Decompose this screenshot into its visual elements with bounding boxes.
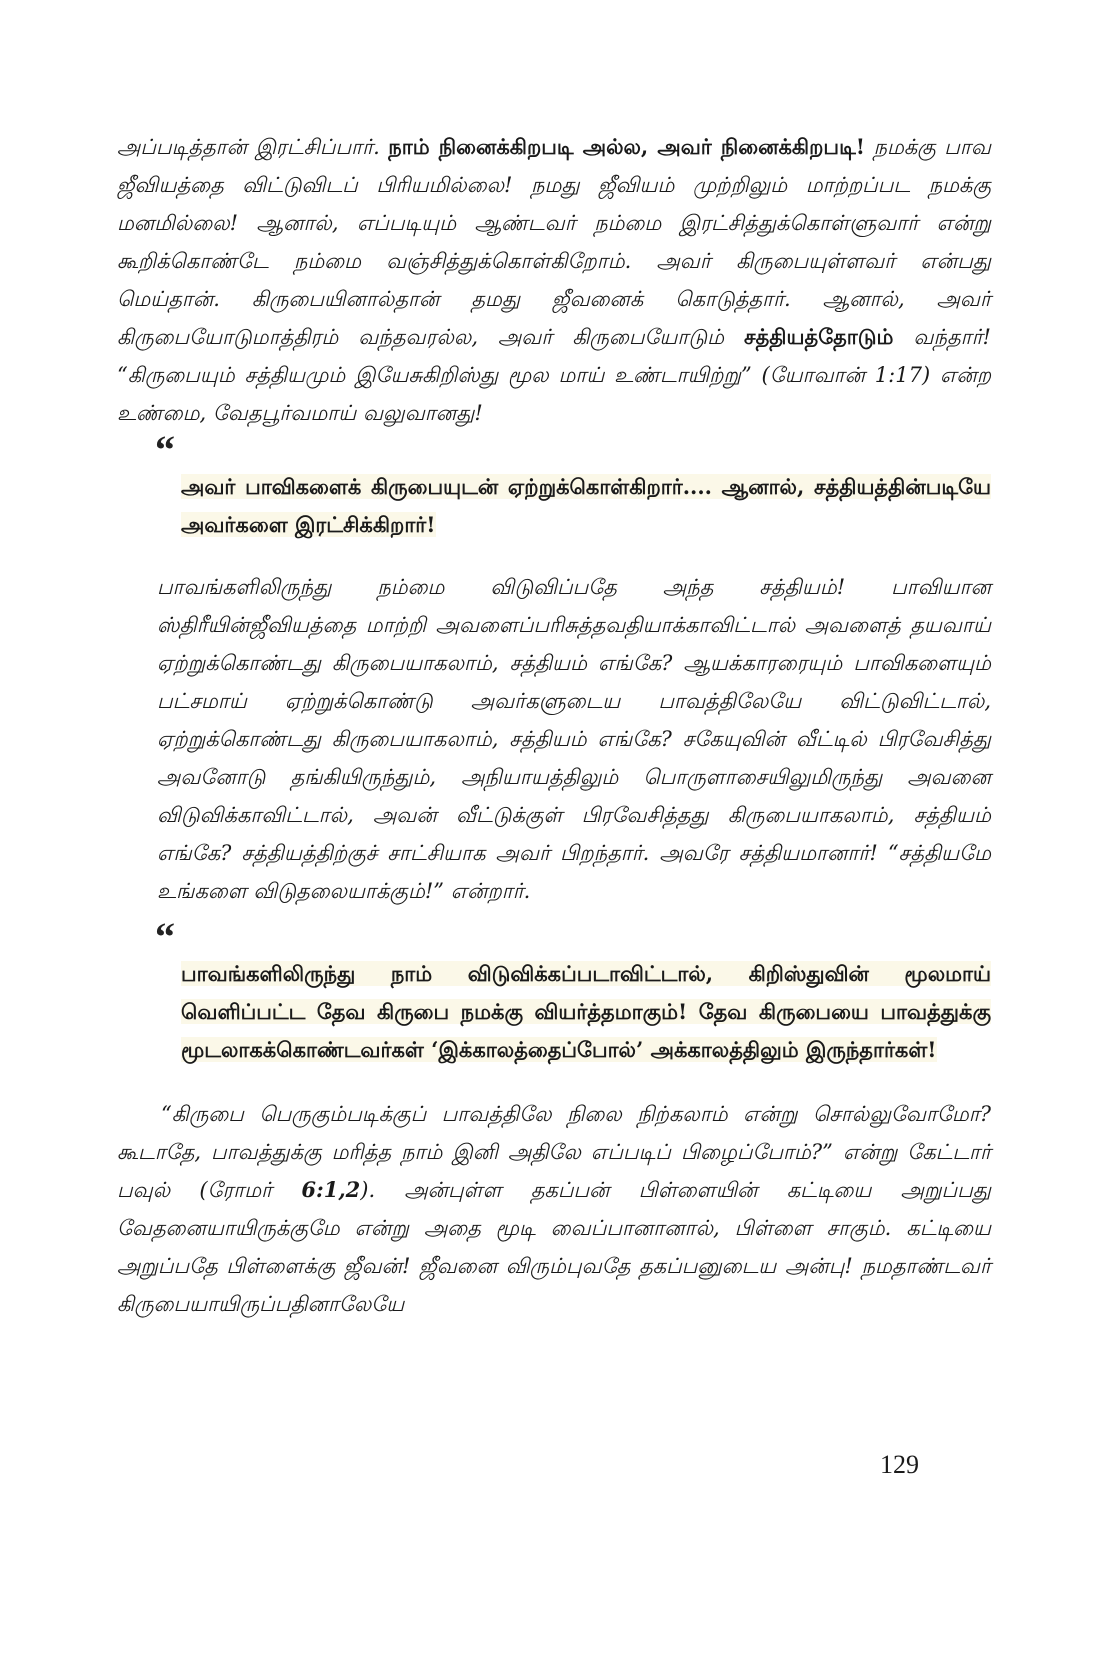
book-page — [117, 128, 991, 1344]
quote-mark-icon: “ — [155, 427, 175, 472]
pull-quote-2 — [117, 914, 991, 1069]
paragraph-2: பாவங்களிலிருந்து நம்மை விடுவிப்பதே அந்த சத்தியம்! பாவியான ஸ்திரீயின்ஜீவியத்தை மாற்றி அவளைப்பரிசுத்தவதியாக்காவிட்டால் அவளைத் தயவாய் ஏற்றுக்கொண்டது கிருபையாகலாம், சத்தியம் எங்கே? ஆயக்காரரையும் பாவிகளையும் பட்சமாய் ஏற்றுக்கொண்டு அவர்களுடைய பாவத்திலேயே விட்டுவிட்டால், ஏற்றுக்கொண்டது கிருபையாகலாம், சத்தியம் எங்கே? சகேயுவின் வீட்டில் பிரவேசித்து அவனோடு தங்கியிருந்தும், அநியாயத்திலும் பொருளாசையிலுமிருந்து அவனை விடுவிக்காவிட்டால், அவன் வீட்டுக்குள் பிரவேசித்தது கிருபையாகலாம், சத்தியம் எங்கே? சத்தியத்திற்குச் சாட்சியாக அவர் பிறந்தார். அவரே சத்தியமானார்! “சத்தியமே உங்களை விடுதலையாக்கும்!” என்றார். — [157, 575, 991, 903]
paragraph-3-bold: 6:1,2 — [301, 1177, 361, 1202]
paragraph-1-text-a: அப்படித்தான் இரட்சிப்பார். — [117, 135, 389, 159]
pull-quote-1 — [117, 427, 991, 544]
pull-quote-2-text: பாவங்களிலிருந்து நாம் விடுவிக்கப்படாவிட்டால், கிறிஸ்துவின் மூலமாய் வெளிப்பட்ட தேவ கிருபை நமக்கு வியர்த்தமாகும்! தேவ கிருபையை பாவத்துக்கு மூடலாகக்கொண்டவர்கள் ‘இக்காலத்தைப்போல்’ அக்காலத்திலும் இருந்தார்கள்! — [181, 961, 991, 1062]
paragraph-1 — [117, 128, 991, 432]
paragraph-1-bold-a: நாம் நினைக்கிறபடி அல்ல, அவர் நினைக்கிறபடி! — [388, 134, 865, 159]
paragraph-1-bold-b: சத்தியத்தோடும் — [744, 324, 894, 349]
paragraph-3-text-a: “கிருபை பெருகும்படிக்குப் பாவத்திலே நிலை நிற்கலாம் என்று சொல்லுவோமோ? கூடாதே, பாவத்துக்கு மரித்த நாம் இனி அதிலே எப்படிப் பிழைப்போம்?” என்று கேட்டார் பவுல் (ரோமர் — [117, 1102, 991, 1202]
pull-quote-1-text: அவர் பாவிகளைக் கிருபையுடன் ஏற்றுக்கொள்கிறார்.... ஆனால், சத்தியத்தின்படியே அவர்களை இரட்சிக்கிறார்! — [181, 474, 991, 537]
paragraph-3-text-b: ). அன்புள்ள தகப்பன் பிள்ளையின் கட்டியை அறுப்பது வேதனையாயிருக்குமே என்று அதை மூடி வைப்பானானால், பிள்ளை சாகும். கட்டியை அறுப்பதே பிள்ளைக்கு ஜீவன்! ஜீவனை விரும்புவதே தகப்பனுடைய அன்பு! நமதாண்டவர் கிருபையாயிருப்பதினாலேயே — [117, 1178, 991, 1316]
pull-quote-2-text-wrapper — [181, 931, 991, 1069]
paragraph-1-text-b: நமக்கு பாவ ஜீவியத்தை விட்டுவிடப் பிரியமில்லை! நமது ஜீவியம் முற்றிலும் மாற்றப்பட நமக்கு மனமில்லை! ஆனால், எப்படியும் ஆண்டவர் நம்மை இரட்சித்துக்கொள்ளுவார் என்று கூறிக்கொண்டே நம்மை வஞ்சித்துக்கொள்கிறோம். அவர் கிருபையுள்ளவர் என்பது மெய்தான். கிருபையினால்தான் தமது ஜீவனைக் கொடுத்தார். ஆனால், அவர் கிருபையோடுமாத்திரம் வந்தவரல்ல, அவர் கிருபையோடும் — [117, 135, 991, 349]
page-number: 129 — [880, 1450, 919, 1479]
paragraph-1-text-c: வந்தார்! “கிருபையும் சத்தியமும் இயேசுகிறிஸ்து மூல மாய் உண்டாயிற்று” (யோவான் 1:17) என்ற உண்மை, வேதபூர்வமாய் வலுவானது! — [117, 325, 992, 425]
pull-quote-1-text-wrapper — [181, 444, 991, 544]
quote-mark-icon: “ — [155, 914, 175, 959]
paragraph-3 — [117, 1095, 991, 1323]
